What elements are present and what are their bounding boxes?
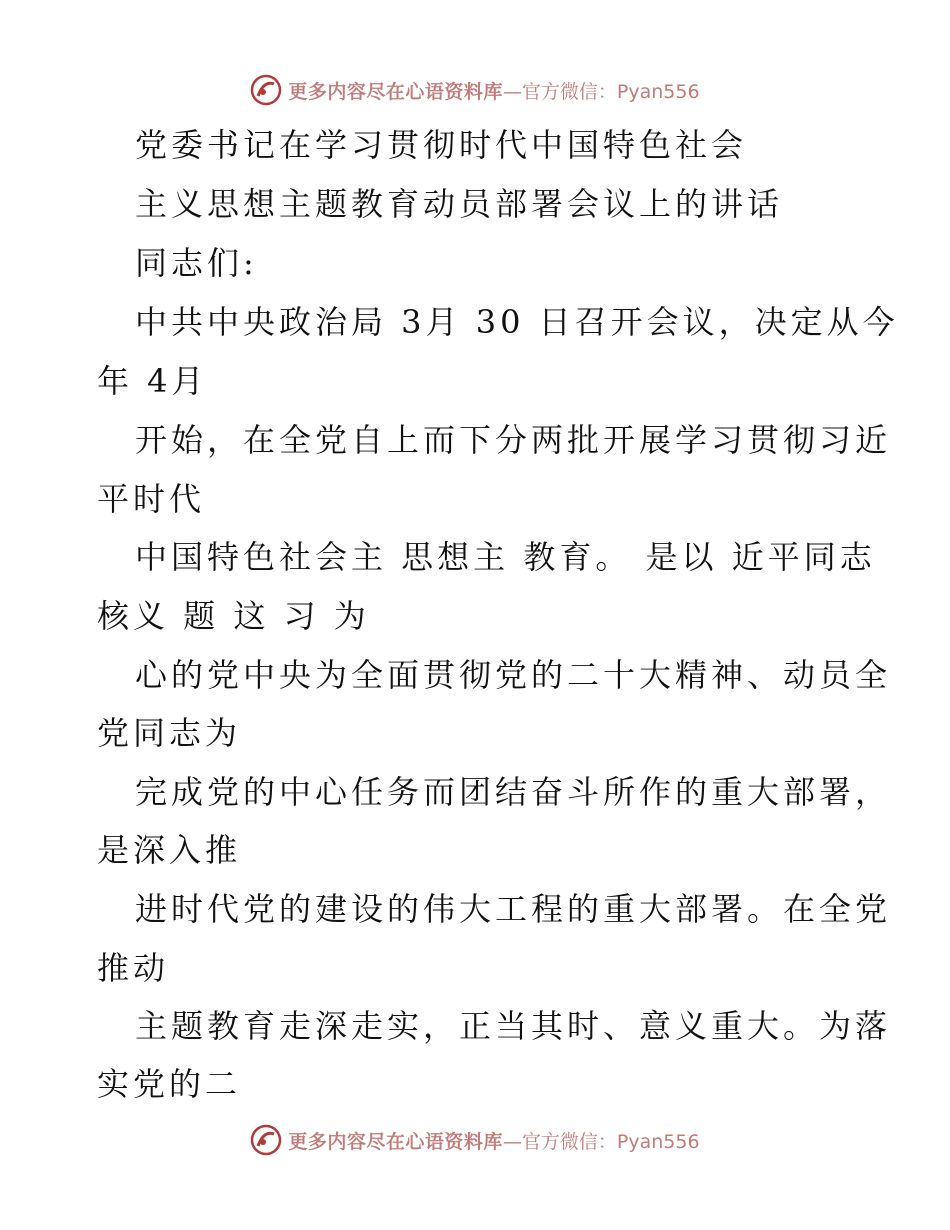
- body-line: 心的党中央为全面贯彻党的二十大精神、动员全: [135, 656, 892, 694]
- official-wechat-text: —官方微信：Pyan556: [502, 1130, 700, 1153]
- body-line: 平时代: [97, 480, 206, 518]
- body-line: 核义 题 这 习 为: [97, 597, 370, 635]
- body-line: 完成党的中心任务而团结奋斗所作的重大部署，: [135, 773, 892, 811]
- footer-banner: [0, 1120, 950, 1160]
- body-line: 进时代党的建设的伟大工程的重大部署。在全党: [135, 890, 892, 928]
- brand-text: 更多内容尽在心语资料库: [288, 80, 503, 103]
- header-banner: [0, 70, 950, 110]
- body-line: 是深入推: [97, 831, 242, 869]
- salutation: 同志们:: [135, 244, 258, 282]
- title-line-2: 主义思想主题教育动员部署会议上的讲话: [135, 185, 784, 223]
- official-wechat-text: —官方微信：Pyan556: [502, 80, 700, 103]
- brand-text: 更多内容尽在心语资料库: [288, 1130, 503, 1153]
- body-line: 中共中央政治局 3月 30 日召开会议，决定从今: [135, 303, 899, 341]
- body-line: 年 4月: [97, 362, 208, 400]
- body-line: 推动: [97, 949, 170, 987]
- body-line: 中国特色社会主 思想主 教育。 是以 近平同志: [135, 538, 876, 576]
- body-line: 开始，在全党自上而下分两批开展学习贯彻习近: [135, 421, 892, 459]
- body-line: 主题教育走深走实，正当其时、意义重大。为落: [135, 1007, 892, 1045]
- body-line: 党同志为: [97, 714, 242, 752]
- body-line: 实党的二: [97, 1065, 242, 1103]
- logo-icon: [250, 1124, 282, 1156]
- logo-icon: [250, 74, 282, 106]
- title-line-1: 党委书记在学习贯彻时代中国特色社会: [135, 126, 748, 164]
